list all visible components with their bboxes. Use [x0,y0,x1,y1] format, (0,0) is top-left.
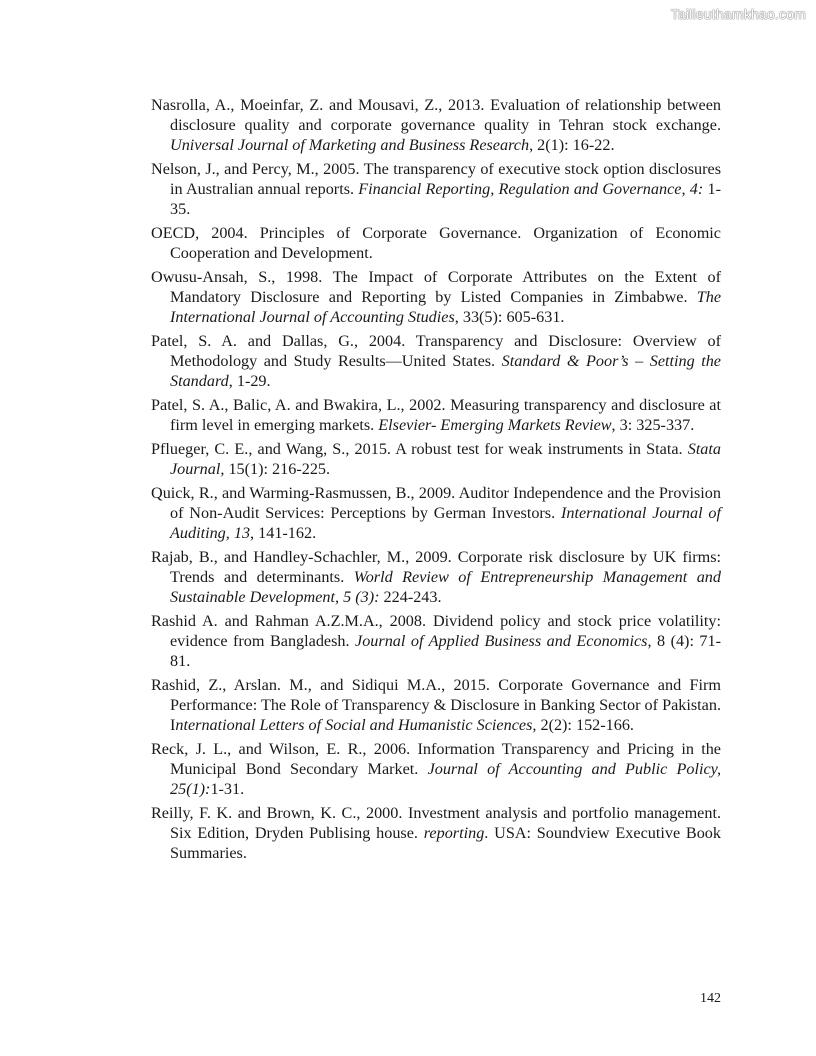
reference-list [151,95,721,867]
reference-source-italic: Standard & Poor’s – Setting the Standard [170,352,721,390]
reference-text: , 3: 325-337. [611,416,695,434]
reference-text: Nelson, J., and Percy, M., 2005. The transparency of executive stock option disclosures in Australian annual reports. [151,160,721,198]
reference-entry [151,223,721,263]
reference-text: Rashid A. and Rahman A.Z.M.A., 2008. Dividend policy and stock price volatility: evidence from Bangladesh. [151,612,721,650]
reference-source-italic: Journal of Applied Business and Economics [355,632,648,650]
reference-source-italic: Financial Reporting, Regulation and Governance, 4: [358,180,704,198]
reference-entry [151,547,721,607]
reference-text: 224-243. [379,588,442,606]
reference-entry [151,675,721,735]
reference-text: Rajab, B., and Handley-Schachler, M., 2009. Corporate risk disclosure by UK firms: Trends and determinants. [151,548,721,586]
reference-entry [151,803,721,863]
reference-text: Patel, S. A., Balic, A. and Bwakira, L., 2002. Measuring transparency and disclosure at firm level in emerging markets. [151,396,721,434]
reference-source-italic: Journal of Accounting and Public Policy, 25(1): [170,760,721,798]
reference-source-italic: World Review of Entrepreneurship Management and Sustainable Development, 5 (3): [170,568,721,606]
reference-text: Pflueger, C. E., and Wang, S., 2015. A robust test for weak instruments in Stata. [151,440,688,458]
reference-text: , 2(1): 16-22. [529,136,615,154]
reference-text: Owusu-Ansah, S., 1998. The Impact of Corporate Attributes on the Extent of Mandatory Disclosure and Reporting by Listed Companies in Zimbabwe. [151,268,721,306]
reference-text: , 1-29. [228,372,271,390]
reference-text: . USA: Soundview Executive Book Summaries. [170,824,721,862]
reference-entry [151,739,721,799]
reference-entry [151,159,721,219]
reference-text: 2(2): 152-166. [536,716,634,734]
reference-entry [151,439,721,479]
reference-entry [151,611,721,671]
reference-source-italic: Stata Journal, [170,440,721,478]
reference-source-italic: Universal Journal of Marketing and Business Research [170,136,530,154]
reference-text: Quick, R., and Warming-Rasmussen, B., 2009. Auditor Independence and the Provision of Non-Audit Services: Perceptions by German Investors. [151,484,721,522]
reference-text: Rashid, Z., Arslan. M., and Sidiqui M.A., 2015. Corporate Governance and Firm Performance: The Role of Transparency & Disclosure in Banking Sector of Pakistan. I [151,676,721,734]
reference-text: , 141-162. [250,524,317,542]
reference-entry [151,267,721,327]
reference-entry [151,331,721,391]
reference-text: Reilly, F. K. and Brown, K. C., 2000. Investment analysis and portfolio management. Six Edition, Dryden Publising house. [151,804,721,842]
reference-text: Patel, S. A. and Dallas, G., 2004. Transparency and Disclosure: Overview of Methodology and Study Results—United States. [151,332,721,370]
reference-source-italic: nternational Letters of Social and Humanistic Sciences, [175,716,537,734]
reference-text: , 8 (4): 71-81. [170,632,722,670]
reference-text: OECD, 2004. Principles of Corporate Governance. Organization of Economic Cooperation and Development. [151,224,721,262]
reference-text: , 33(5): 605-631. [454,308,565,326]
reference-source-italic: The International Journal of Accounting Studies [170,288,721,326]
reference-text: Nasrolla, A., Moeinfar, Z. and Mousavi, Z., 2013. Evaluation of relationship between disclosure quality and corporate governance quality in Tehran stock exchange. [151,96,721,134]
watermark-text: Tailieuthamkhao.com [670,6,806,22]
reference-entry [151,395,721,435]
reference-text: 15(1): 216-225. [224,460,331,478]
page-number: 142 [700,991,721,1006]
reference-entry [151,95,721,155]
reference-entry [151,483,721,543]
reference-text: 1-35. [170,180,721,218]
reference-text: Reck, J. L., and Wilson, E. R., 2006. Information Transparency and Pricing in the Municipal Bond Secondary Market. [151,740,721,778]
reference-source-italic: International Journal of Auditing, 13 [170,504,722,542]
reference-source-italic: Elsevier- Emerging Markets Review [378,416,612,434]
reference-source-italic: reporting [423,824,485,842]
reference-text: 1-31. [210,780,245,798]
